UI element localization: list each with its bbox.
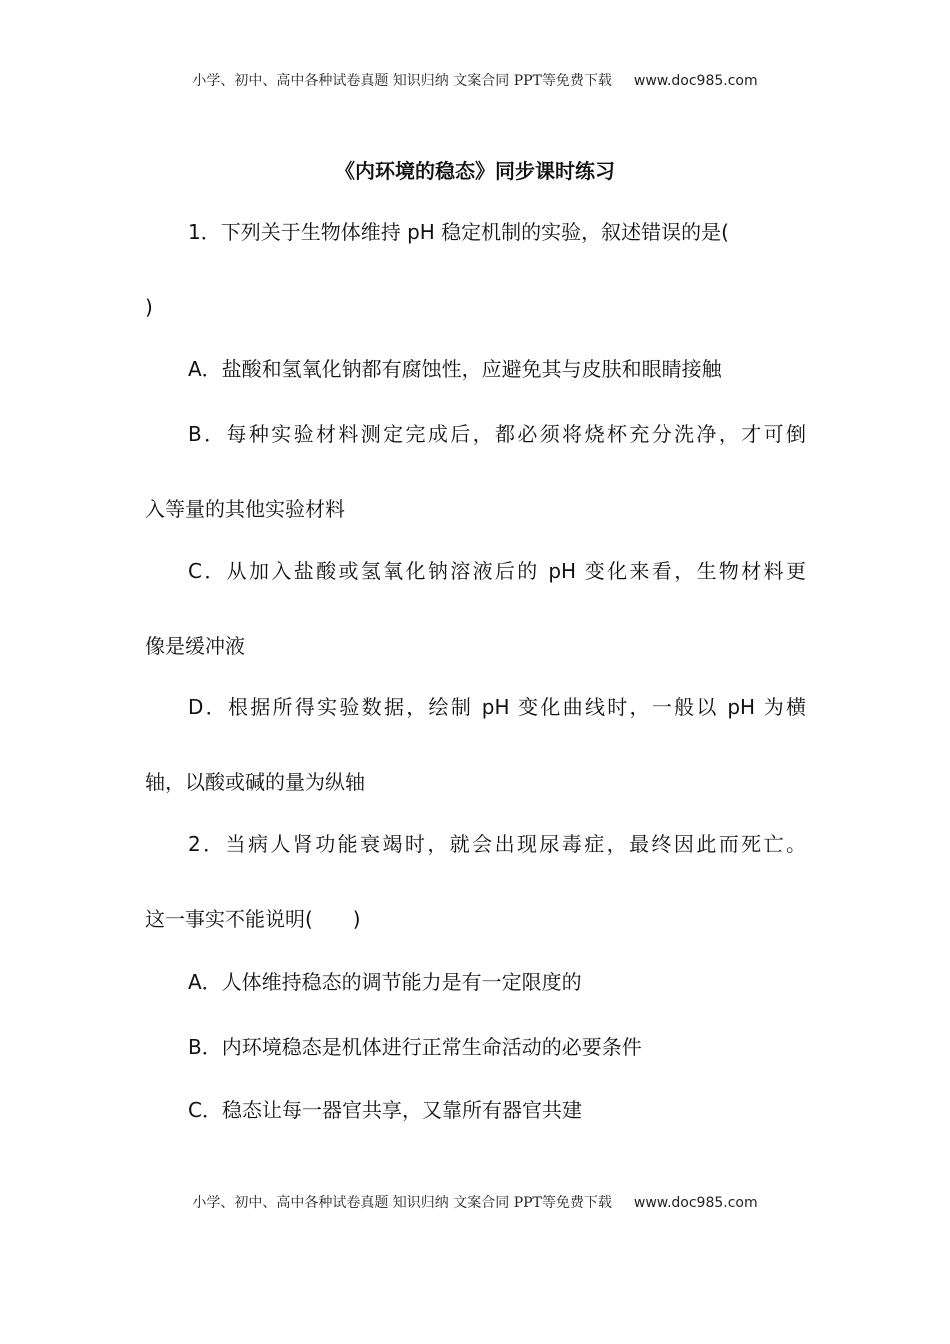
question-1-option-b: B．每种实验材料测定完成后，都必须将烧杯充分洗净，才可倒	[188, 422, 806, 446]
question-2-stem: 2．当病人肾功能衰竭时，就会出现尿毒症，最终因此而死亡。	[188, 832, 806, 856]
footer-site-link[interactable]: www.doc985.com	[633, 1195, 758, 1211]
question-2-stem-cont: 这一事实不能说明( )	[145, 907, 361, 931]
question-1-option-d-cont: 轴，以酸或碱的量为纵轴	[145, 770, 365, 794]
footer-text: 小学、初中、高中各种试卷真题 知识归纳 文案合同 PPT等免费下载	[192, 1195, 612, 1211]
document-title: 《内环境的稳态》同步课时练习	[335, 159, 615, 183]
question-2-option-b: B．内环境稳态是机体进行正常生命活动的必要条件	[188, 1035, 642, 1059]
question-1-option-b-cont: 入等量的其他实验材料	[145, 497, 345, 521]
header-site-link[interactable]: www.doc985.com	[633, 73, 758, 89]
question-1-option-d: D．根据所得实验数据，绘制 pH 变化曲线时，一般以 pH 为横	[188, 695, 806, 719]
question-1-stem: 1．下列关于生物体维持 pH 稳定机制的实验，叙述错误的是(	[188, 220, 729, 244]
question-2-option-c: C．稳态让每一器官共享，又靠所有器官共建	[188, 1098, 582, 1122]
question-2-option-a: A．人体维持稳态的调节能力是有一定限度的	[188, 970, 582, 994]
question-1-stem-cont: )	[145, 295, 153, 319]
page-footer	[0, 1192, 950, 1212]
header-text: 小学、初中、高中各种试卷真题 知识归纳 文案合同 PPT等免费下载	[192, 73, 612, 89]
question-1-option-a: A．盐酸和氢氧化钠都有腐蚀性，应避免其与皮肤和眼睛接触	[188, 357, 722, 381]
question-1-option-c-cont: 像是缓冲液	[145, 634, 245, 658]
page-header	[0, 70, 950, 90]
question-1-option-c: C．从加入盐酸或氢氧化钠溶液后的 pH 变化来看，生物材料更	[188, 559, 806, 583]
